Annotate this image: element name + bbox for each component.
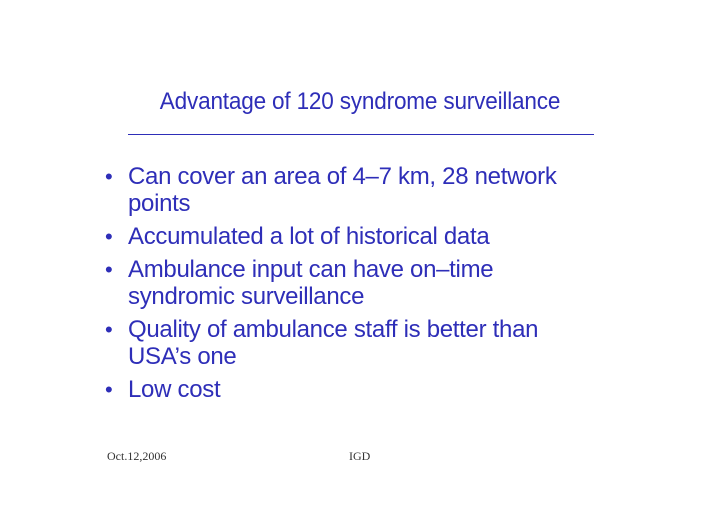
bullet-text: Can cover an area of 4–7 km, 28 network points xyxy=(128,163,557,217)
bullet-item xyxy=(104,376,604,403)
footer-org: IGD xyxy=(349,449,371,463)
bullet-icon: • xyxy=(105,257,113,282)
bullet-icon: • xyxy=(105,164,113,189)
title-underline xyxy=(128,134,594,135)
bullet-icon: • xyxy=(105,317,113,342)
bullet-item xyxy=(104,163,604,217)
bullet-item xyxy=(104,223,604,250)
bullet-text: Low cost xyxy=(128,376,221,403)
bullet-text: Ambulance input can have on–time syndromic surveillance xyxy=(128,256,494,310)
bullet-icon: • xyxy=(105,377,113,402)
bullet-text: Quality of ambulance staff is better than USA’s one xyxy=(128,316,539,370)
bullet-item xyxy=(104,256,604,310)
bullet-item xyxy=(104,316,604,370)
bullet-text: Accumulated a lot of historical data xyxy=(128,223,490,250)
bullet-list xyxy=(104,163,604,409)
footer-date: Oct.12,2006 xyxy=(107,449,167,463)
slide-title: Advantage of 120 syndrome surveillance xyxy=(159,88,561,115)
bullet-icon: • xyxy=(105,224,113,249)
